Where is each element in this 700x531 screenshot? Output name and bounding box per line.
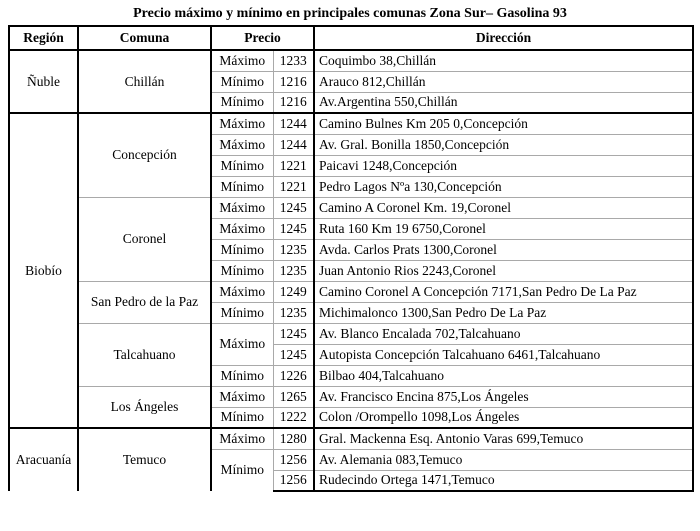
price-value-cell: 1235: [273, 302, 314, 323]
price-value-cell: 1216: [273, 71, 314, 92]
address-cell: Rudecindo Ortega 1471,Temuco: [314, 470, 693, 491]
address-cell: Avda. Carlos Prats 1300,Coronel: [314, 239, 693, 260]
price-value-cell: 1280: [273, 428, 314, 449]
col-header-region: Región: [9, 26, 78, 50]
address-cell: Juan Antonio Rios 2243,Coronel: [314, 260, 693, 281]
price-type-cell: Mínimo: [211, 71, 273, 92]
address-cell: Coquimbo 38,Chillán: [314, 50, 693, 71]
price-value-cell: 1245: [273, 197, 314, 218]
price-value-cell: 1256: [273, 470, 314, 491]
address-cell: Camino A Coronel Km. 19,Coronel: [314, 197, 693, 218]
price-type-cell: Máximo: [211, 197, 273, 218]
address-cell: Ruta 160 Km 19 6750,Coronel: [314, 218, 693, 239]
price-value-cell: 1249: [273, 281, 314, 302]
table-row: [9, 323, 693, 344]
comuna-cell: San Pedro de la Paz: [78, 281, 211, 323]
price-type-cell: Máximo: [211, 323, 273, 365]
header-row: [9, 26, 693, 50]
price-value-cell: 1233: [273, 50, 314, 71]
address-cell: Arauco 812,Chillán: [314, 71, 693, 92]
table-row: [9, 386, 693, 407]
price-value-cell: 1221: [273, 155, 314, 176]
region-cell: Aracuanía: [9, 428, 78, 491]
address-cell: Michimalonco 1300,San Pedro De La Paz: [314, 302, 693, 323]
table-row: [9, 428, 693, 449]
price-value-cell: 1265: [273, 386, 314, 407]
price-type-cell: Máximo: [211, 134, 273, 155]
comuna-cell: Talcahuano: [78, 323, 211, 386]
comuna-cell: Los Ángeles: [78, 386, 211, 428]
address-cell: Camino Bulnes Km 205 0,Concepción: [314, 113, 693, 134]
price-value-cell: 1245: [273, 344, 314, 365]
table-row: [9, 50, 693, 71]
address-cell: Av. Alemania 083,Temuco: [314, 449, 693, 470]
address-cell: Colon /Orompello 1098,Los Ángeles: [314, 407, 693, 428]
address-cell: Bilbao 404,Talcahuano: [314, 365, 693, 386]
page-title: Precio máximo y mínimo en principales comunas Zona Sur– Gasolina 93: [133, 6, 567, 21]
price-type-cell: Mínimo: [211, 239, 273, 260]
price-type-cell: Mínimo: [211, 449, 273, 491]
col-header-comuna: Comuna: [78, 26, 211, 50]
address-cell: Av. Blanco Encalada 702,Talcahuano: [314, 323, 693, 344]
comuna-cell: Concepción: [78, 113, 211, 197]
address-cell: Av. Francisco Encina 875,Los Ángeles: [314, 386, 693, 407]
price-type-cell: Máximo: [211, 50, 273, 71]
price-type-cell: Mínimo: [211, 155, 273, 176]
comuna-cell: Coronel: [78, 197, 211, 281]
table-row: [9, 197, 693, 218]
price-value-cell: 1244: [273, 134, 314, 155]
price-type-cell: Máximo: [211, 428, 273, 449]
price-value-cell: 1235: [273, 239, 314, 260]
price-value-cell: 1221: [273, 176, 314, 197]
price-type-cell: Mínimo: [211, 365, 273, 386]
price-value-cell: 1216: [273, 92, 314, 113]
address-cell: Av. Gral. Bonilla 1850,Concepción: [314, 134, 693, 155]
address-cell: Camino Coronel A Concepción 7171,San Pedro De La Paz: [314, 281, 693, 302]
price-value-cell: 1245: [273, 218, 314, 239]
price-type-cell: Mínimo: [211, 92, 273, 113]
price-type-cell: Máximo: [211, 218, 273, 239]
price-type-cell: Máximo: [211, 113, 273, 134]
price-value-cell: 1235: [273, 260, 314, 281]
address-cell: Gral. Mackenna Esq. Antonio Varas 699,Temuco: [314, 428, 693, 449]
col-header-direccion: Dirección: [314, 26, 693, 50]
price-type-cell: Máximo: [211, 281, 273, 302]
table-row: [9, 113, 693, 134]
price-type-cell: Máximo: [211, 386, 273, 407]
region-cell: Ñuble: [9, 50, 78, 113]
price-table: [8, 25, 694, 492]
comuna-cell: Chillán: [78, 50, 211, 113]
price-type-cell: Mínimo: [211, 407, 273, 428]
price-type-cell: Mínimo: [211, 176, 273, 197]
region-cell: Biobío: [9, 113, 78, 428]
price-value-cell: 1244: [273, 113, 314, 134]
price-value-cell: 1245: [273, 323, 314, 344]
address-cell: Av.Argentina 550,Chillán: [314, 92, 693, 113]
price-value-cell: 1256: [273, 449, 314, 470]
address-cell: Paicavi 1248,Concepción: [314, 155, 693, 176]
comuna-cell: Temuco: [78, 428, 211, 491]
price-value-cell: 1222: [273, 407, 314, 428]
price-type-cell: Mínimo: [211, 260, 273, 281]
price-type-cell: Mínimo: [211, 302, 273, 323]
price-value-cell: 1226: [273, 365, 314, 386]
address-cell: Pedro Lagos Nºa 130,Concepción: [314, 176, 693, 197]
table-row: [9, 281, 693, 302]
col-header-precio: Precio: [211, 26, 314, 50]
address-cell: Autopista Concepción Talcahuano 6461,Talcahuano: [314, 344, 693, 365]
